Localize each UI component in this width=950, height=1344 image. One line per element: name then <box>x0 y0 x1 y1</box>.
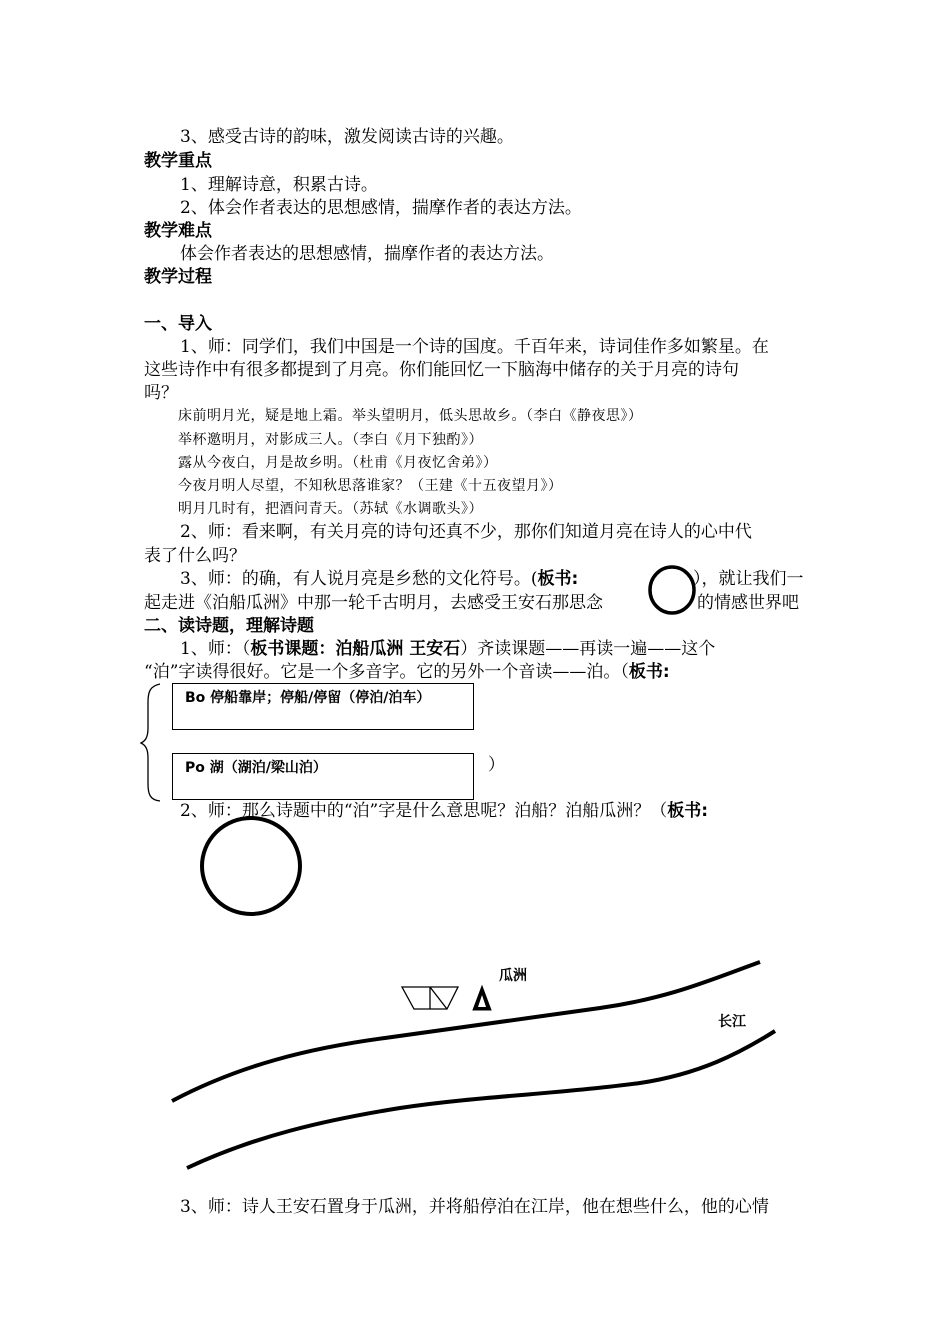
poem-line: 举杯邀明月，对影成三人。（李白《月下独酌》） <box>178 432 483 448</box>
pronunciation-box-po: Po 湖（湖泊/梁山泊） <box>172 753 474 800</box>
difficulties-heading: 教学难点 <box>144 221 212 241</box>
board-label: 板书: <box>667 801 709 821</box>
key-points-heading: 教学重点 <box>144 151 212 171</box>
reading-heading: 二、读诗题，理解诗题 <box>144 616 314 636</box>
process-heading: 教学过程 <box>144 267 212 287</box>
reading-p2-text: 2、师：那么诗题中的“泊”字是什么意思呢？泊船？泊船瓜洲？（ <box>180 801 668 821</box>
moon-circle-small <box>650 567 694 613</box>
intro-p3-line2-end: 的情感世界吧 <box>697 593 799 613</box>
intro-p1-line2: 这些诗作中有很多都提到了月亮。你们能回忆一下脑海中储存的关于月亮的诗句 <box>144 360 739 380</box>
river-bank-upper <box>172 962 760 1101</box>
intro-p1-line3: 吗？ <box>144 383 178 403</box>
close-paren: ） <box>488 755 505 775</box>
reading-p1-text-a: 1、师：（ <box>180 639 251 659</box>
intro-p1-line1: 1、师：同学们，我们中国是一个诗的国度。千百年来，诗词佳作多如繁星。在 <box>180 337 769 357</box>
intro-heading: 一、导入 <box>144 314 212 334</box>
key-point-1: 1、理解诗意，积累古诗。 <box>180 175 378 195</box>
intro-p2-line1: 2、师：看来啊，有关月亮的诗句还真不少，那你们知道月亮在诗人的心中代 <box>180 522 752 542</box>
board-title: 板书课题：泊船瓜洲 王安石 <box>250 639 461 659</box>
poem-line: 明月几时有，把酒问青天。（苏轼《水调歌头》） <box>178 501 483 517</box>
board-label: 板书: <box>628 662 670 682</box>
reading-p1-text-b: ）齐读课题——再读一遍——这个 <box>460 639 716 659</box>
poem-line: 床前明月光，疑是地上霜。举头望明月，低头思故乡。（李白《静夜思》） <box>178 408 643 424</box>
intro-p3-line1-end: ），就让我们一 <box>693 569 804 589</box>
map-label-changjiang: 长江 <box>718 1014 746 1030</box>
map-label-guazhou: 瓜洲 <box>499 968 527 984</box>
objective-item-3: 3、感受古诗的韵味，激发阅读古诗的兴趣。 <box>180 127 514 147</box>
moon-circle-large <box>202 818 300 914</box>
river-bank-lower <box>187 1031 775 1168</box>
board-label: 板书: <box>537 569 579 589</box>
difficulties-text: 体会作者表达的思想感情，揣摩作者的表达方法。 <box>180 244 554 264</box>
intro-p3-line2: 起走进《泊船瓜洲》中那一轮千古明月，去感受王安石那思念 <box>144 593 603 613</box>
key-point-2: 2、体会作者表达的思想感情，揣摩作者的表达方法。 <box>180 198 582 218</box>
pronunciation-box-bo: Bo 停船靠岸；停船/停留（停泊/泊车） <box>172 683 474 730</box>
intro-p2-line2: 表了什么吗？ <box>144 546 246 566</box>
intro-p3-text-a: 3、师：的确，有人说月亮是乡愁的文化符号。( <box>180 569 538 589</box>
reading-p3: 3、师：诗人王安石置身于瓜洲，并将船停泊在江岸，他在想些什么，他的心情 <box>180 1197 769 1217</box>
reading-p1-line2-text: “泊”字读得很好。它是一个多音字。它的另外一个音读——泊。（ <box>144 662 629 682</box>
curly-brace <box>141 684 160 801</box>
poem-line: 今夜月明人尽望，不知秋思落谁家？（王建《十五夜望月》） <box>178 478 563 494</box>
poem-line: 露从今夜白，月是故乡明。（杜甫《月夜忆舍弟》） <box>178 455 498 471</box>
